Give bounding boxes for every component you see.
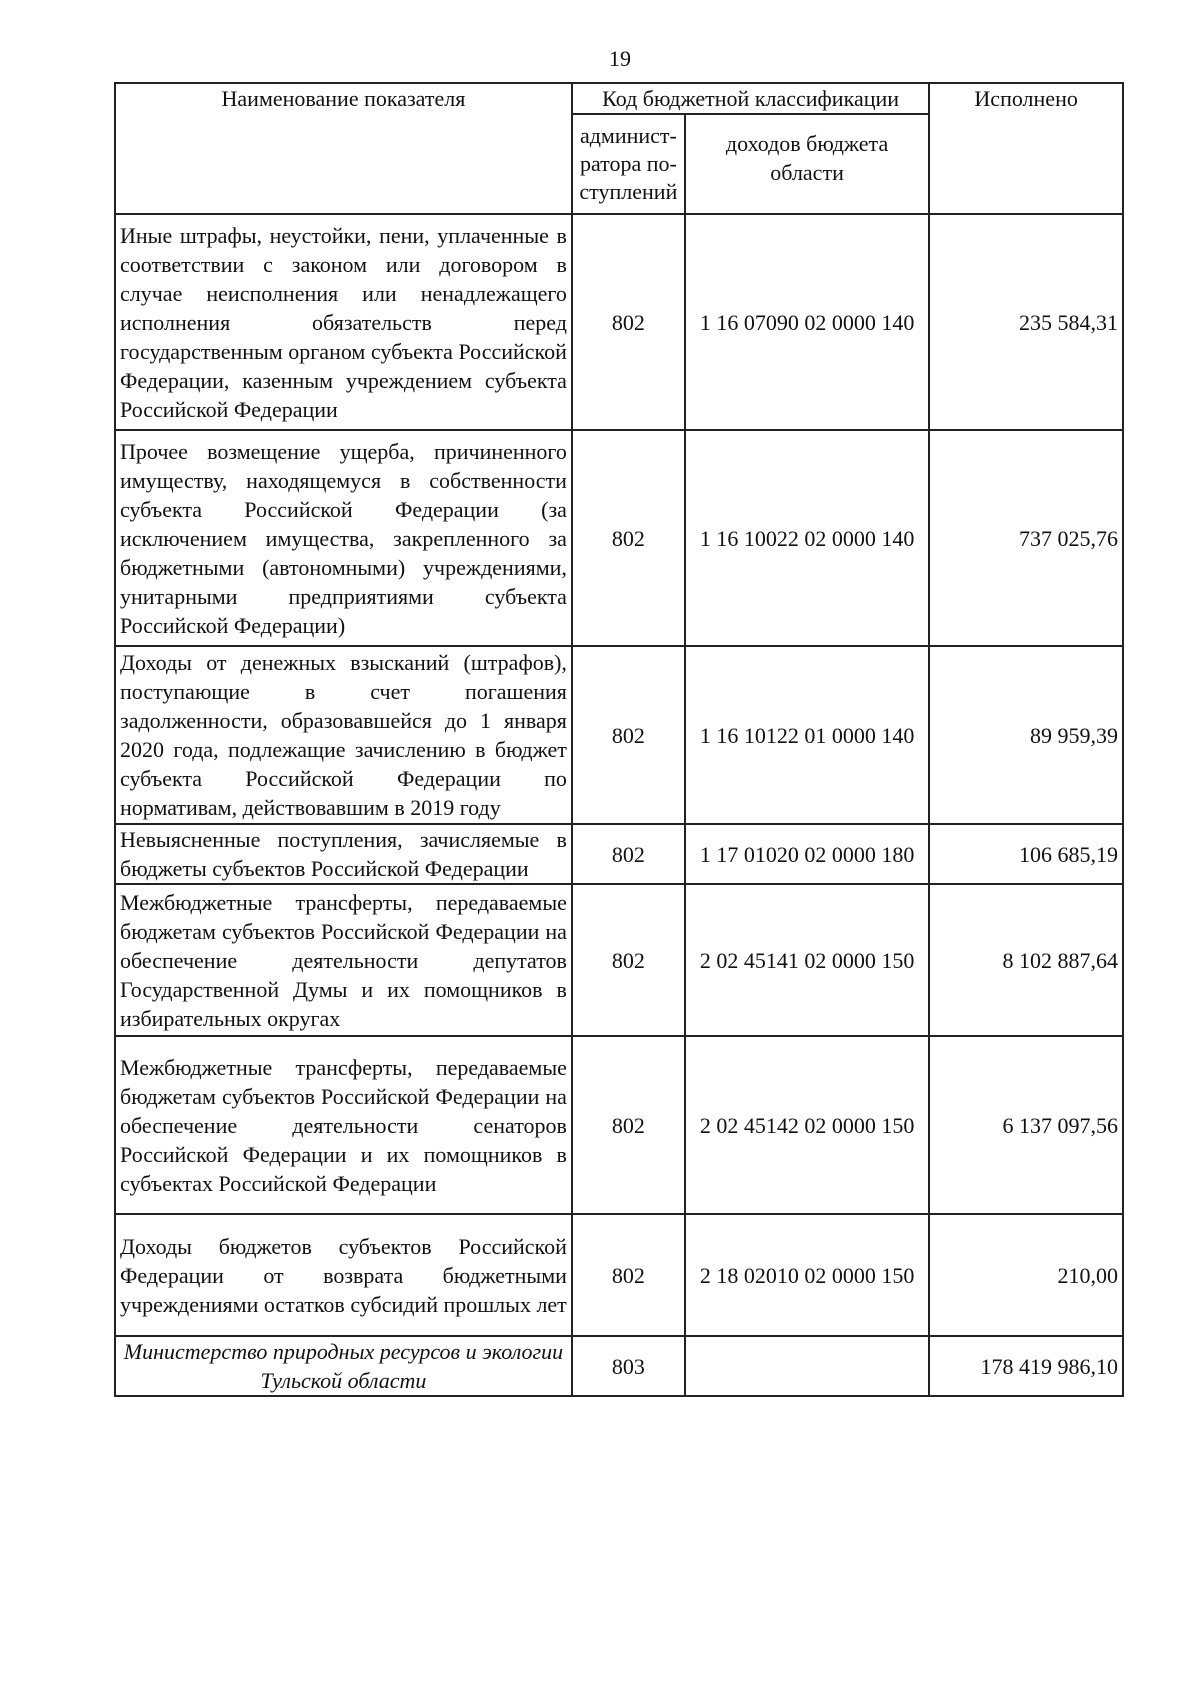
table-row (115, 214, 1123, 430)
row-amount: 106 685,19 (929, 824, 1123, 884)
row-amount: 8 102 887,64 (929, 884, 1123, 1036)
header-row (115, 83, 1123, 114)
row-admin: 802 (572, 1036, 685, 1214)
page-number: 19 (609, 46, 631, 71)
ministry-admin: 803 (572, 1336, 685, 1396)
row-code: 1 17 01020 02 0000 180 (685, 824, 929, 884)
row-code: 2 02 45141 02 0000 150 (685, 884, 929, 1036)
row-code: 1 16 07090 02 0000 140 (685, 214, 929, 430)
table-row (115, 646, 1123, 824)
row-code: 1 16 10122 01 0000 140 (685, 646, 929, 824)
header-executed: Исполнено (929, 83, 1123, 214)
row-amount: 89 959,39 (929, 646, 1123, 824)
row-admin: 802 (572, 646, 685, 824)
table-row (115, 1036, 1123, 1214)
table-row (115, 1214, 1123, 1336)
row-amount: 210,00 (929, 1214, 1123, 1336)
row-admin: 802 (572, 884, 685, 1036)
row-admin: 802 (572, 824, 685, 884)
ministry-amount: 178 419 986,10 (929, 1336, 1123, 1396)
row-name: Прочее возмещение ущерба, причиненного имуществу, находящемуся в собственности субъекта Российской Федерации (за исключением имущества, закрепленного за бюджетными (автономными) учреждениями, унитарными предприятиями субъекта Российской Федерации) (115, 430, 572, 646)
ministry-row (115, 1336, 1123, 1396)
row-name: Доходы бюджетов субъектов Российской Федерации от возврата бюджетными учреждениями остатков субсидий прошлых лет (115, 1214, 572, 1336)
ministry-name: Министерство природных ресурсов и экологии Тульской области (115, 1336, 572, 1396)
table-row (115, 884, 1123, 1036)
table-row (115, 824, 1123, 884)
row-admin: 802 (572, 1214, 685, 1336)
row-name: Невыясненные поступления, зачисляемые в бюджеты субъектов Российской Федерации (115, 824, 572, 884)
row-name: Межбюджетные трансферты, передаваемые бюджетам субъектов Российской Федерации на обеспечение деятельности сенаторов Российской Федерации и их помощников в субъектах Российской Федерации (115, 1036, 572, 1214)
row-code: 1 16 10022 02 0000 140 (685, 430, 929, 646)
row-amount: 235 584,31 (929, 214, 1123, 430)
budget-table (114, 82, 1124, 1397)
header-admin: админист-ратора по-ступлений (572, 114, 685, 214)
row-amount: 6 137 097,56 (929, 1036, 1123, 1214)
row-name: Доходы от денежных взысканий (штрафов), поступающие в счет погашения задолженности, образовавшейся до 1 января 2020 года, подлежащие зачислению в бюджет субъекта Российской Федерации по нормативам, действовавшим в 2019 году (115, 646, 572, 824)
header-classification: Код бюджетной классификации (572, 83, 929, 114)
row-code: 2 02 45142 02 0000 150 (685, 1036, 929, 1214)
row-code: 2 18 02010 02 0000 150 (685, 1214, 929, 1336)
ministry-code (685, 1336, 929, 1396)
header-name: Наименование показателя (115, 83, 572, 214)
row-name: Межбюджетные трансферты, передаваемые бюджетам субъектов Российской Федерации на обеспечение деятельности депутатов Государственной Думы и их помощников в избирательных округах (115, 884, 572, 1036)
row-name: Иные штрафы, неустойки, пени, уплаченные в соответствии с законом или договором в случае неисполнения или ненадлежащего исполнения обязательств перед государственным органом субъекта Российской Федерации, казенным учреждением субъекта Российской Федерации (115, 214, 572, 430)
table-row (115, 430, 1123, 646)
row-admin: 802 (572, 430, 685, 646)
row-admin: 802 (572, 214, 685, 430)
row-amount: 737 025,76 (929, 430, 1123, 646)
header-income: доходов бюджета области (685, 114, 929, 214)
